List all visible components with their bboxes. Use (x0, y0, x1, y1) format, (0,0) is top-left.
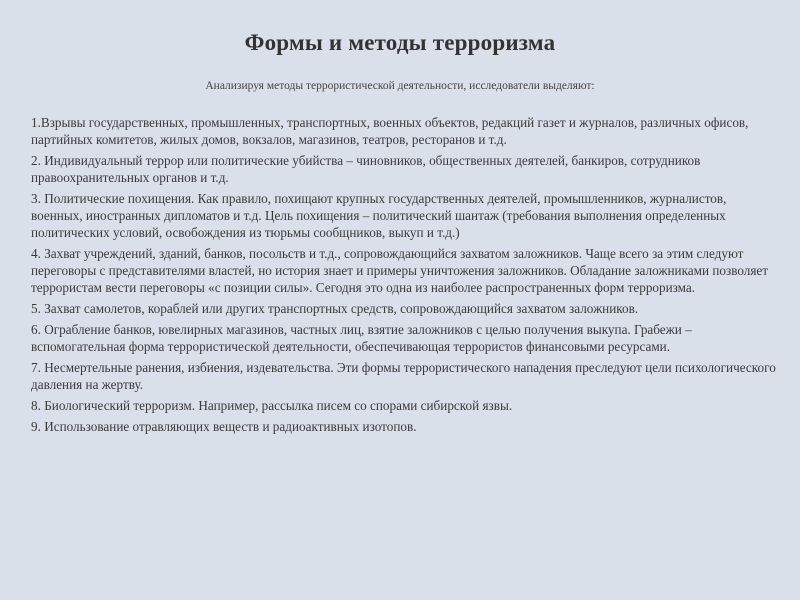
list-item: 7. Несмертельные ранения, избиения, издевательства. Эти формы террористического нападения преследуют цели психологического давления на жертву. (31, 360, 776, 392)
list-item: 2. Индивидуальный террор или политические убийства – чиновников, общественных деятелей, банкиров, сотрудников правоохранительных органов и т.д. (31, 153, 701, 185)
list-item: 4. Захват учреждений, зданий, банков, посольств и т.д., сопровождающийся захватом заложников. Чаще всего за этим следуют переговоры с представителями властей, но история знает и примеры уничтожения заложников. Обладание заложниками позволяет террористам вести переговоры «с позиции силы». Сегодня это одна из наиболее распространенных форм терроризма. (31, 246, 769, 295)
slide-subtitle: Анализируя методы террористической деятельности, исследователи выделяют: (205, 80, 595, 92)
list-item: 8. Биологический терроризм. Например, рассылка писем со спорами сибирской язвы. (31, 398, 513, 413)
list-item: 9. Использование отравляющих веществ и радиоактивных изотопов. (31, 419, 417, 434)
list-item: 5. Захват самолетов, кораблей или других транспортных средств, сопровождающийся захватом заложников. (31, 301, 639, 316)
methods-list (31, 114, 779, 439)
list-item: 1.Взрывы государственных, промышленных, транспортных, военных объектов, редакций газет и журналов, различных офисов, партийных комитетов, жилых домов, вокзалов, магазинов, театров, ресторанов и т.д. (31, 115, 749, 147)
list-item: 6. Ограбление банков, ювелирных магазинов, частных лиц, взятие заложников с целью получения выкупа. Грабежи – вспомогательная форма террористической деятельности, обеспечивающая террористов финансовыми ресурсами. (31, 322, 692, 354)
list-item: 3. Политические похищения. Как правило, похищают крупных государственных деятелей, промышленников, журналистов, военных, иностранных дипломатов и т.д. Цель похищения – политический шантаж (требования выполнения определенных политических условий, освобождения из тюрьмы сообщников, выкуп и т.д.) (31, 191, 727, 240)
slide-title: Формы и методы терроризма (244, 30, 556, 55)
